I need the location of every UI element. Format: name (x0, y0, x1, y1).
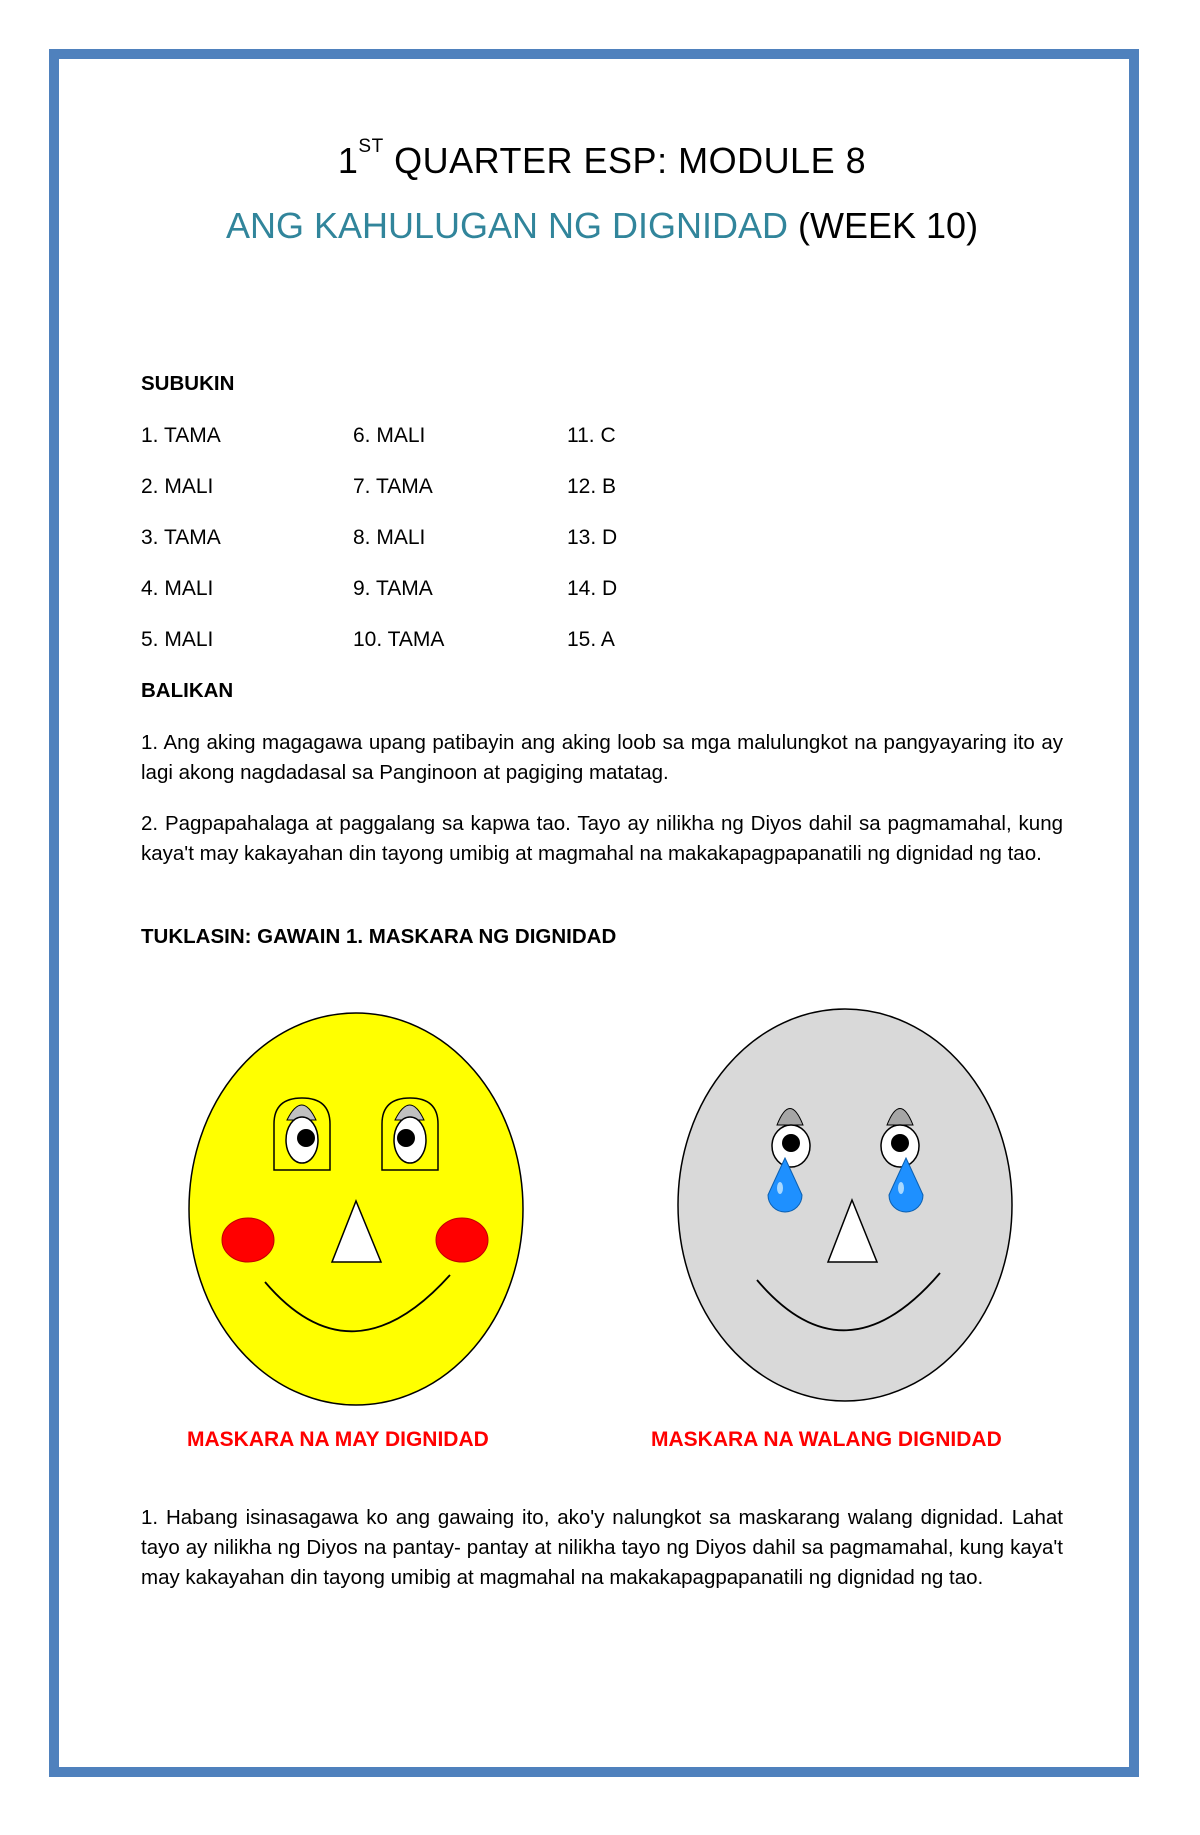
answer-2: 2. MALI (141, 475, 214, 498)
answer-15: 15. A (567, 628, 615, 651)
answer-7: 7. TAMA (353, 475, 433, 498)
answer-11: 11. C (567, 424, 616, 447)
balikan-paragraph-1: 1. Ang aking magagawa upang patibayin ang aking loob sa mga malulungkot na pangyayaring ito ay lagi akong nagdadasal sa Panginoon at pagiging matatag. (141, 731, 1063, 784)
answer-14: 14. D (567, 577, 618, 600)
page-subtitle: ANG KAHULUGAN NG DIGNIDAD (WEEK 10) (225, 205, 979, 246)
balikan-heading: BALIKAN (141, 679, 234, 702)
answer-12: 12. B (567, 475, 617, 498)
answer-13: 13. D (567, 526, 618, 549)
answer-4: 4. MALI (141, 577, 214, 600)
answer-6: 6. MALI (353, 424, 426, 447)
sad-mask-icon (678, 1009, 1012, 1401)
answer-9: 9. TAMA (353, 577, 433, 600)
tuklasin-heading: TUKLASIN: GAWAIN 1. MASKARA NG DIGNIDAD (141, 925, 617, 948)
answer-1: 1. TAMA (141, 424, 221, 447)
caption-sad-mask: MASKARA NA WALANG DIGNIDAD (651, 1428, 1002, 1451)
answer-5: 5. MALI (141, 628, 214, 651)
answer-3: 3. TAMA (141, 526, 221, 549)
page-title: 1ST QUARTER ESP: MODULE 8 (337, 136, 867, 181)
caption-happy-mask: MASKARA NA MAY DIGNIDAD (187, 1428, 489, 1451)
tuklasin-paragraph-1: 1. Habang isinasagawa ko ang gawaing ito, ako'y nalungkot sa maskarang walang dignidad. Lahat tayo ay nilikha ng Diyos na pantay- pantay at nilikha tayo ng Diyos dahil sa pagmamahal, kung kaya't may kakayahan din tayong umibig at magmahal na makakapagpapanatili ng dignidad ng tao. (141, 1506, 1063, 1589)
balikan-paragraph-2: 2. Pagpapahalaga at paggalang sa kapwa tao. Tayo ay nilikha ng Diyos dahil sa pagmamahal, kung kaya't may kakayahan din tayong umibig at magmahal na makakapagpapanatili ng dignidad ng tao. (141, 812, 1063, 865)
subukin-heading: SUBUKIN (141, 372, 235, 395)
answer-10: 10. TAMA (353, 628, 445, 651)
happy-mask-icon (189, 1013, 523, 1405)
answer-8: 8. MALI (353, 526, 426, 549)
